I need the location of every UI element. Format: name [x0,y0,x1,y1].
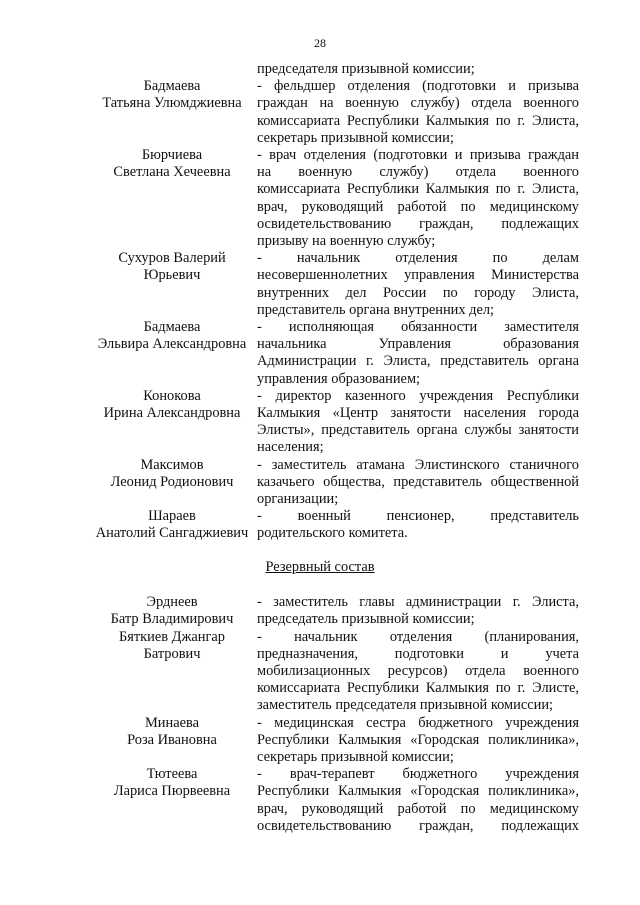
member-duty: Калмыкия «Центр занятости населения города [257,405,579,421]
document-line [0,490,640,508]
member-duty: граждан на военную службу) отдела военного [257,95,579,112]
member-name: Светлана Хечеевна [113,164,231,181]
member-duty: - начальник отделения (планирования, [257,628,579,645]
member-duty: предназначения, подготовки и учета [257,645,579,662]
member-duty: комиссариата Республики Калмыкия по г. Элиста, [257,112,579,129]
member-duty: организации; [257,491,339,507]
section-title-text: Резервный состав [265,559,375,575]
member-name: Татьяна Улюмджиевна [102,95,242,112]
document-line [0,696,640,714]
document-line [0,782,640,800]
member-duty: - врач-терапевт бюджетного учреждения [257,766,579,783]
member-duty: - врач отделения (подготовки и призыва граждан [257,147,579,163]
member-duty: секретарь призывной комиссии; [257,129,454,146]
document-line [0,765,640,783]
document-line [0,94,640,112]
document-line [0,404,640,422]
document-line [0,180,640,198]
document-line [0,163,640,181]
document-line [0,438,640,456]
member-name: Юрьевич [143,267,201,284]
member-duty: - начальник отделения по делам [257,250,579,267]
document-line [0,662,640,680]
document-line [0,645,640,663]
document-line [0,146,640,164]
member-duty: освидетельствованию граждан, подлежащих [257,215,579,232]
member-name: Бюрчиева [141,147,203,163]
member-duty: Республики Калмыкия «Городская поликлиника», [257,783,579,800]
document-line [0,800,640,818]
document-line [0,301,640,319]
member-name: Бадмаева [143,78,201,95]
member-name: Роза Ивановна [127,731,217,748]
document-line [0,215,640,233]
document-line [0,524,640,542]
document-line [0,249,640,267]
member-duty: председатель призывной комиссии; [257,611,475,628]
member-name: Анатолий Сангаджиевич [95,525,249,542]
member-duty: казачьего общества, представитель общественной [257,473,579,490]
document-line [0,593,640,611]
document-line [0,473,640,491]
member-duty: Республики Калмыкия «Городская поликлиника», [257,731,579,748]
member-name: Шараев [148,508,196,525]
member-name: Ирина Александровна [103,405,241,421]
document-line [0,731,640,749]
member-name: Батрович [143,645,201,662]
member-duty: - фельдшер отделения (подготовки и призыва [257,78,579,95]
member-duty: населения; [257,439,324,456]
member-duty: мобилизационных ресурсов) отдела военного [257,663,579,679]
document-line [0,370,640,388]
document-line [0,817,640,835]
member-name: Батр Владимирович [110,611,234,628]
member-duty: председателя призывной комиссии; [257,61,475,77]
member-duty: Элисты», представитель органа службы занятости [257,422,579,439]
member-duty: Администрации г. Элиста, представитель органа [257,353,579,370]
document-line [0,628,640,646]
member-name: Максимов [140,456,204,473]
member-duty: внутренних дел России по городу Элиста, [257,284,579,301]
document-line [0,576,640,594]
document-line [0,129,640,147]
document-line [0,542,640,560]
member-name: Леонид Родионович [110,473,234,490]
member-name: Минаева [145,714,199,731]
member-name: Бадмаева [143,319,201,335]
document-line [0,421,640,439]
member-duty: освидетельствованию граждан, подлежащих [257,817,579,834]
member-duty: призыву на военную службу; [257,233,436,249]
member-name: Эрднеев [146,594,198,611]
member-duty: секретарь призывной комиссии; [257,749,454,765]
document-line [0,352,640,370]
member-duty: родительского комитета. [257,525,408,542]
document-line [0,507,640,525]
member-duty: на военную службу) отдела военного [257,164,579,181]
document-line [0,610,640,628]
section-title-reserve [0,558,640,576]
member-name: Эльвира Александровна [97,336,247,353]
document-line [0,335,640,353]
member-duty: управления образованием; [257,370,421,387]
member-name: Конокова [143,387,201,404]
member-duty: комиссариата Республики Калмыкия по г. Элиста, [257,181,579,198]
document-line [0,679,640,697]
document-line [0,198,640,216]
member-duty: - директор казенного учреждения Республики [257,387,579,404]
document-line [0,456,640,474]
document-line [0,232,640,250]
document-line [0,266,640,284]
document-line [0,112,640,130]
member-duty: начальника Управления образования [257,336,579,353]
member-duty: врач, руководящий работой по медицинскому [257,198,579,215]
document-line [0,77,640,95]
document-line [0,318,640,336]
document-line [0,60,640,78]
member-duty: - заместитель главы администрации г. Элиста, [257,594,579,611]
document-line [0,714,640,732]
member-duty: - заместитель атамана Элистинского станичного [257,456,579,473]
document-line [0,748,640,766]
document-line [0,387,640,405]
member-duty: комиссариата Республики Калмыкия по г. Элисте, [257,680,579,697]
page-number: 28 [314,36,326,50]
member-duty: - военный пенсионер, представитель [257,508,579,525]
member-duty: - исполняющая обязанности заместителя [257,319,579,335]
member-duty: заместитель председателя призывной комиссии; [257,697,554,714]
member-duty: врач, руководящий работой по медицинскому [257,800,579,817]
member-name: Сухуров Валерий [118,250,226,267]
member-name: Бяткиев Джангар [119,628,225,645]
member-duty: представитель органа внутренних дел; [257,301,495,318]
member-duty: несовершеннолетних управления Министерства [257,267,579,284]
member-name: Тютеева [146,766,198,783]
document-line [0,284,640,302]
member-name: Лариса Пюрвеевна [113,783,231,800]
member-duty: - медицинская сестра бюджетного учреждения [257,714,579,731]
